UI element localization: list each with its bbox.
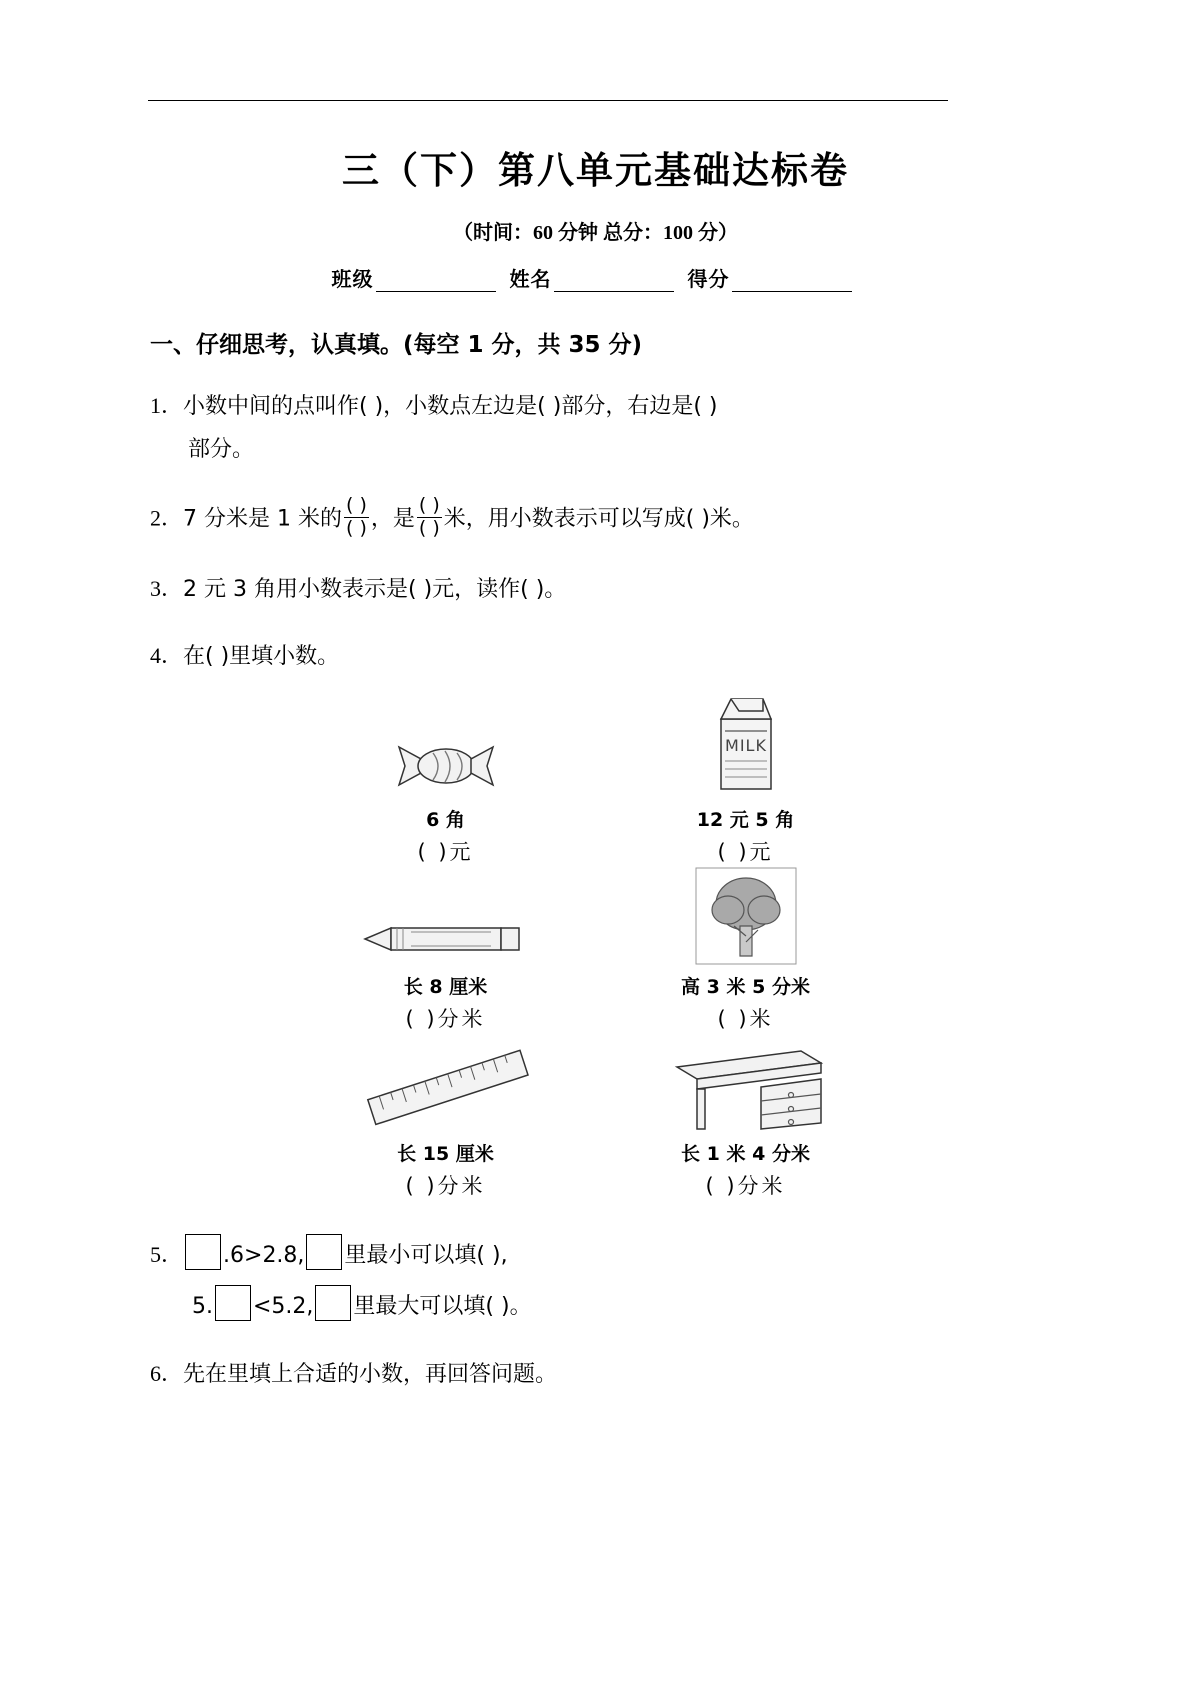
student-info-line bbox=[150, 263, 1041, 292]
question-4-text: 在( )里填小数。 bbox=[183, 644, 340, 670]
question-5-line2-a: <5.2, bbox=[253, 1294, 314, 1320]
answer-box-1[interactable] bbox=[185, 1234, 221, 1270]
page-title: 三（下）第八单元基础达标卷 bbox=[342, 149, 849, 192]
answer-box-4[interactable] bbox=[315, 1285, 351, 1321]
picture-label: 长 8 厘米 bbox=[403, 975, 488, 998]
question-5-line2 bbox=[192, 1285, 1041, 1327]
question-6 bbox=[150, 1355, 1041, 1395]
section-1-heading: 一、仔细思考，认真填。(每空 1 分，共 35 分) bbox=[150, 332, 643, 358]
question-5-line1-a: .6>2.8, bbox=[223, 1242, 305, 1268]
question-4 bbox=[150, 637, 1041, 677]
picture-label: 长 1 米 4 分米 bbox=[681, 1142, 810, 1165]
picture-item-milk bbox=[596, 703, 896, 866]
question-1-text-cont: 部分。 bbox=[188, 436, 255, 462]
desk-icon bbox=[596, 1037, 896, 1133]
tree-icon bbox=[596, 870, 896, 966]
picture-answer-blank[interactable]: ( )元 bbox=[417, 839, 474, 864]
picture-label: 6 角 bbox=[426, 808, 465, 831]
picture-answer-blank[interactable]: ( )分米 bbox=[705, 1173, 786, 1198]
picture-item-pencil bbox=[296, 870, 596, 1033]
score-label: 得分 bbox=[687, 269, 730, 291]
picture-label: 长 15 厘米 bbox=[397, 1142, 494, 1165]
picture-answer-blank[interactable]: ( )分米 bbox=[405, 1006, 486, 1031]
fraction-2-denominator: ( ) bbox=[418, 516, 440, 539]
ruler-icon bbox=[296, 1037, 596, 1133]
question-5 bbox=[150, 1234, 1041, 1327]
class-blank[interactable] bbox=[376, 273, 496, 292]
picture-item-desk bbox=[596, 1037, 896, 1200]
picture-grid bbox=[150, 703, 1041, 1200]
class-label: 班级 bbox=[331, 269, 374, 291]
picture-item-tree bbox=[596, 870, 896, 1033]
question-2-number: 2． bbox=[150, 505, 184, 531]
picture-answer-blank[interactable]: ( )分米 bbox=[405, 1173, 486, 1198]
answer-box-3[interactable] bbox=[215, 1285, 251, 1321]
pencil-icon bbox=[296, 870, 596, 966]
picture-label: 12 元 5 角 bbox=[696, 808, 795, 831]
fraction-1 bbox=[344, 495, 369, 540]
header-rule bbox=[148, 100, 948, 101]
question-6-number: 6． bbox=[150, 1360, 184, 1386]
milk-carton-icon bbox=[596, 703, 896, 799]
question-2-part-a: 7 分米是 1 米的 bbox=[183, 506, 342, 532]
picture-answer-blank[interactable]: ( )元 bbox=[717, 839, 774, 864]
picture-item-ruler bbox=[296, 1037, 596, 1200]
question-3-number: 3． bbox=[150, 575, 184, 601]
question-1-text: 小数中间的点叫作( )，小数点左边是( )部分，右边是( ) bbox=[183, 394, 718, 419]
picture-label: 高 3 米 5 分米 bbox=[681, 975, 810, 998]
question-5-line1-b: 里最小可以填( ), bbox=[344, 1242, 508, 1268]
question-5-line2-b: 里最大可以填( )。 bbox=[353, 1294, 532, 1320]
score-blank[interactable] bbox=[732, 273, 852, 292]
name-label: 姓名 bbox=[509, 269, 552, 291]
fraction-1-numerator: ( ) bbox=[346, 494, 367, 516]
question-6-text: 先在里填上合适的小数，再回答问题。 bbox=[183, 1361, 558, 1387]
question-2-part-c: 米，用小数表示可以写成( )米。 bbox=[443, 506, 754, 532]
question-4-number: 4． bbox=[150, 643, 184, 669]
fraction-1-denominator: ( ) bbox=[346, 516, 367, 539]
question-2-part-b: ，是 bbox=[370, 506, 415, 532]
question-2 bbox=[150, 494, 1041, 542]
picture-answer-blank[interactable]: ( )米 bbox=[717, 1006, 774, 1031]
fraction-2-numerator: ( ) bbox=[418, 494, 440, 516]
answer-box-2[interactable] bbox=[306, 1234, 342, 1270]
question-5-number: 5． bbox=[150, 1241, 184, 1267]
question-1 bbox=[150, 387, 1041, 469]
fraction-2 bbox=[417, 495, 442, 540]
question-1-number: 1． bbox=[150, 393, 184, 418]
exam-subtitle: （时间：60 分钟 总分：100 分） bbox=[453, 222, 738, 244]
question-5-line2-prefix: 5. bbox=[192, 1294, 213, 1320]
svg-text:MILK: MILK bbox=[724, 735, 767, 755]
question-3 bbox=[150, 570, 1041, 610]
question-3-text: 2 元 3 角用小数表示是( )元，读作( )。 bbox=[183, 576, 567, 602]
picture-item-candy bbox=[296, 703, 596, 866]
name-blank[interactable] bbox=[554, 273, 674, 292]
candy-icon bbox=[296, 703, 596, 799]
